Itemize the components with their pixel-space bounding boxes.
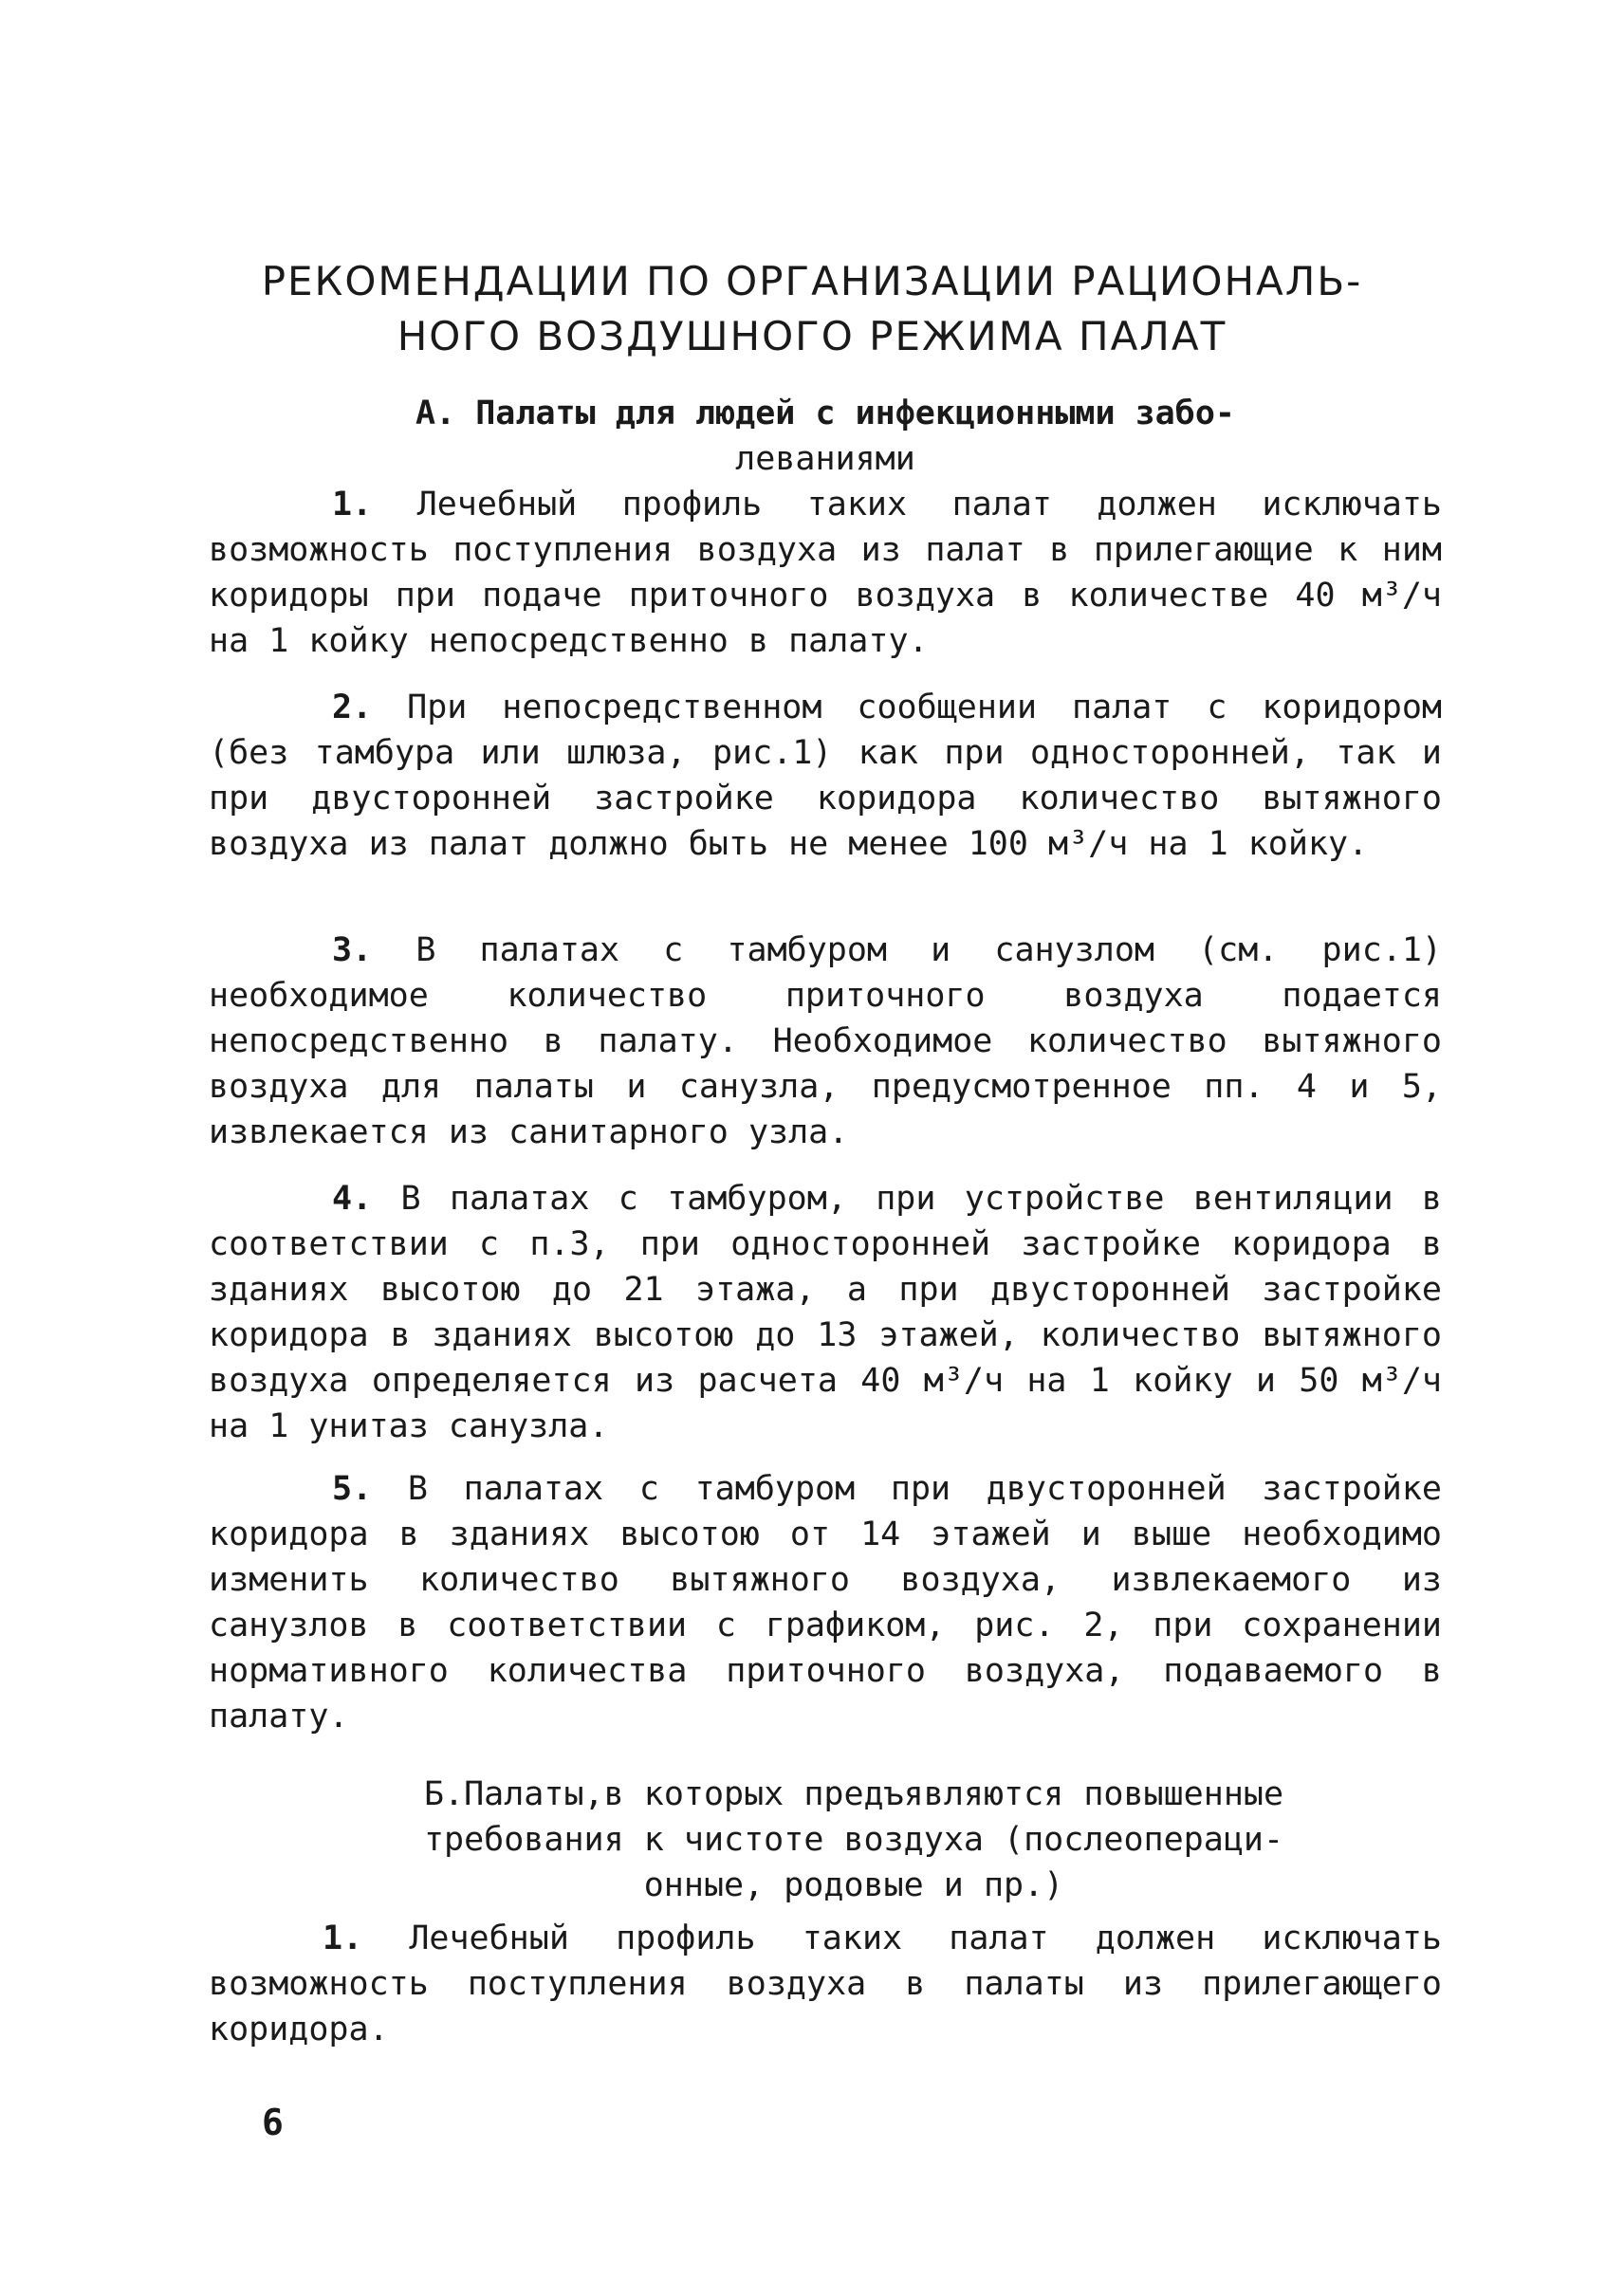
section-a-item-2: [209, 685, 1442, 867]
section-a-item-1: [209, 482, 1442, 664]
item-text: В палатах с тамбуром, при устройстве вентиляции в соответствии с п.3, при односторонней застройке коридора в зданиях высотою до 21 этажа, а при двусторонней застройке коридора в зданиях высотою до 13 этажей, количество вытяжного воздуха определяется из расчета 40 м³/ч на 1 койку и 50 м³/ч на 1 унитаз санузла.: [209, 1180, 1442, 1445]
item-number: 2.: [332, 689, 373, 726]
section-a-heading-line-2: леваниями: [735, 440, 915, 478]
item-number: 3.: [332, 931, 373, 969]
item-text: В палатах с тамбуром и санузлом (см. рис.1) необходимое количество приточного воздуха подается непосредственно в палату. Необходимое количество вытяжного воздуха для палаты и санузла, предусмотренное пп. 4 и 5, извлекается из санитарного узла.: [209, 931, 1442, 1151]
item-text: В палатах с тамбуром при двусторонней застройке коридора в зданиях высотою от 14 этажей и выше необходимо изменить количество вытяжного воздуха, извлекаемого из санузлов в соответствии с графиком, рис. 2, при сохранении нормативного количества приточного воздуха, подаваемого в палату.: [209, 1470, 1442, 1736]
page-title: [190, 254, 1434, 364]
section-a-heading-line-1: А. Палаты для людей с инфекционными забо-: [415, 395, 1235, 432]
item-text: Лечебный профиль таких палат должен исключать возможность поступления воздуха в палаты из прилегающего коридора.: [209, 1919, 1443, 2048]
section-b-heading-line-1: Б.Палаты,в которых предъявляются повышенные: [423, 1775, 1284, 1813]
section-a-heading: [209, 391, 1442, 482]
section-b-heading: [313, 1772, 1394, 1908]
item-number: 5.: [332, 1470, 373, 1508]
item-text: При непосредственном сообщении палат с коридором (без тамбура или шлюза, рис.1) как при односторонней, так и при двусторонней застройке коридора количество вытяжного воздуха из палат должно быть не менее 100 м³/ч на 1 койку.: [209, 689, 1442, 863]
section-b-heading-line-3: онные, родовые и пр.): [643, 1866, 1064, 1904]
item-number: 1.: [323, 1919, 363, 1957]
title-line-1: РЕКОМЕНДАЦИИ ПО ОРГАНИЗАЦИИ РАЦИОНАЛЬ-: [261, 258, 1363, 304]
item-number: 1.: [332, 486, 373, 523]
section-a-item-5: [209, 1466, 1442, 1739]
section-b-heading-line-2: требования к чистоте воздуха (послеопераци-: [423, 1821, 1284, 1859]
item-number: 4.: [332, 1180, 373, 1218]
item-text: Лечебный профиль таких палат должен исключать возможность поступления воздуха из палат в прилегающие к ним коридоры при подаче приточного воздуха в количестве 40 м³/ч на 1 койку непосредственно в палату.: [209, 486, 1442, 660]
page-number: 6: [262, 2102, 284, 2143]
section-b-item-1: [209, 1916, 1442, 2052]
title-line-2: НОГО ВОЗДУШНОГО РЕЖИМА ПАЛАТ: [397, 313, 1227, 359]
section-a-item-3: [209, 928, 1442, 1155]
section-a-item-4: [209, 1176, 1442, 1449]
